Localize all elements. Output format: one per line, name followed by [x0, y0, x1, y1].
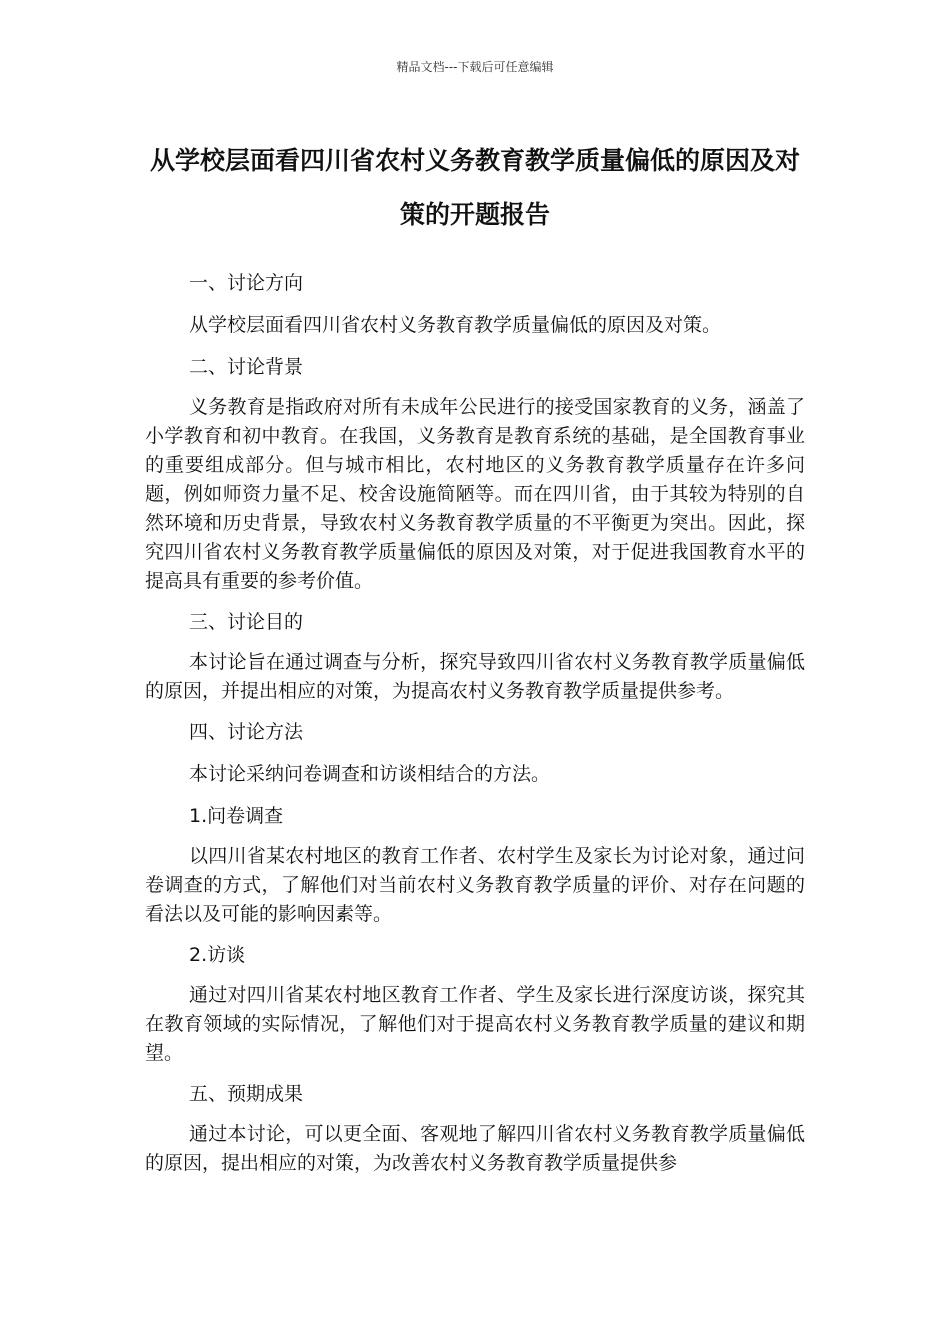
paragraph-background: 义务教育是指政府对所有未成年公民进行的接受国家教育的义务，涵盖了小学教育和初中教育。在我国，义务教育是教育系统的基础，是全国教育事业的重要组成部分。但与城市相比，农村地区的义务教育教学质量存在许多问题，例如师资力量不足、校舍设施简陋等。而在四川省，由于其较为特别的自然环境和历史背景，导致农村义务教育教学质量的不平衡更为突出。因此，探究四川省农村义务教育教学质量偏低的原因及对策，对于促进我国教育水平的提高具有重要的参考价值。: [145, 396, 805, 592]
subheading-questionnaire: 1.问卷调查: [189, 805, 284, 827]
paragraph-questionnaire: 以四川省某农村地区的教育工作者、农村学生及家长为讨论对象，通过问卷调查的方式，了解他们对当前农村义务教育教学质量的评价、对存在问题的看法以及可能的影响因素等。: [145, 845, 805, 925]
section-heading-purpose: 三、讨论目的: [189, 611, 304, 633]
paragraph-outcomes: 通过本讨论，可以更全面、客观地了解四川省农村义务教育教学质量偏低的原因，提出相应的对策，为改善农村义务教育教学质量提供参: [145, 1123, 805, 1174]
paragraph-interview: 通过对四川省某农村地区教育工作者、学生及家长进行深度访谈，探究其在教育领域的实际情况，了解他们对于提高农村义务教育教学质量的建议和期望。: [145, 984, 805, 1064]
subheading-interview: 2.访谈: [189, 944, 246, 966]
section-heading-method: 四、讨论方法: [189, 721, 304, 743]
section-heading-outcomes: 五、预期成果: [189, 1083, 304, 1105]
document-title: 从学校层面看四川省农村义务教育教学质量偏低的原因及对策的开题报告: [149, 146, 800, 229]
document-body: [145, 267, 805, 1188]
page-header: 精品文档---下载后可任意编辑: [396, 60, 554, 74]
section-heading-direction: 一、讨论方向: [189, 272, 304, 294]
section-text-direction: 从学校层面看四川省农村义务教育教学质量偏低的原因及对策。: [189, 314, 722, 336]
section-heading-background: 二、讨论背景: [189, 356, 304, 378]
paragraph-purpose: 本讨论旨在通过调查与分析，探究导致四川省农村义务教育教学质量偏低的原因，并提出相应的对策，为提高农村义务教育教学质量提供参考。: [145, 651, 805, 702]
section-text-method: 本讨论采纳问卷调查和访谈相结合的方法。: [189, 763, 551, 785]
